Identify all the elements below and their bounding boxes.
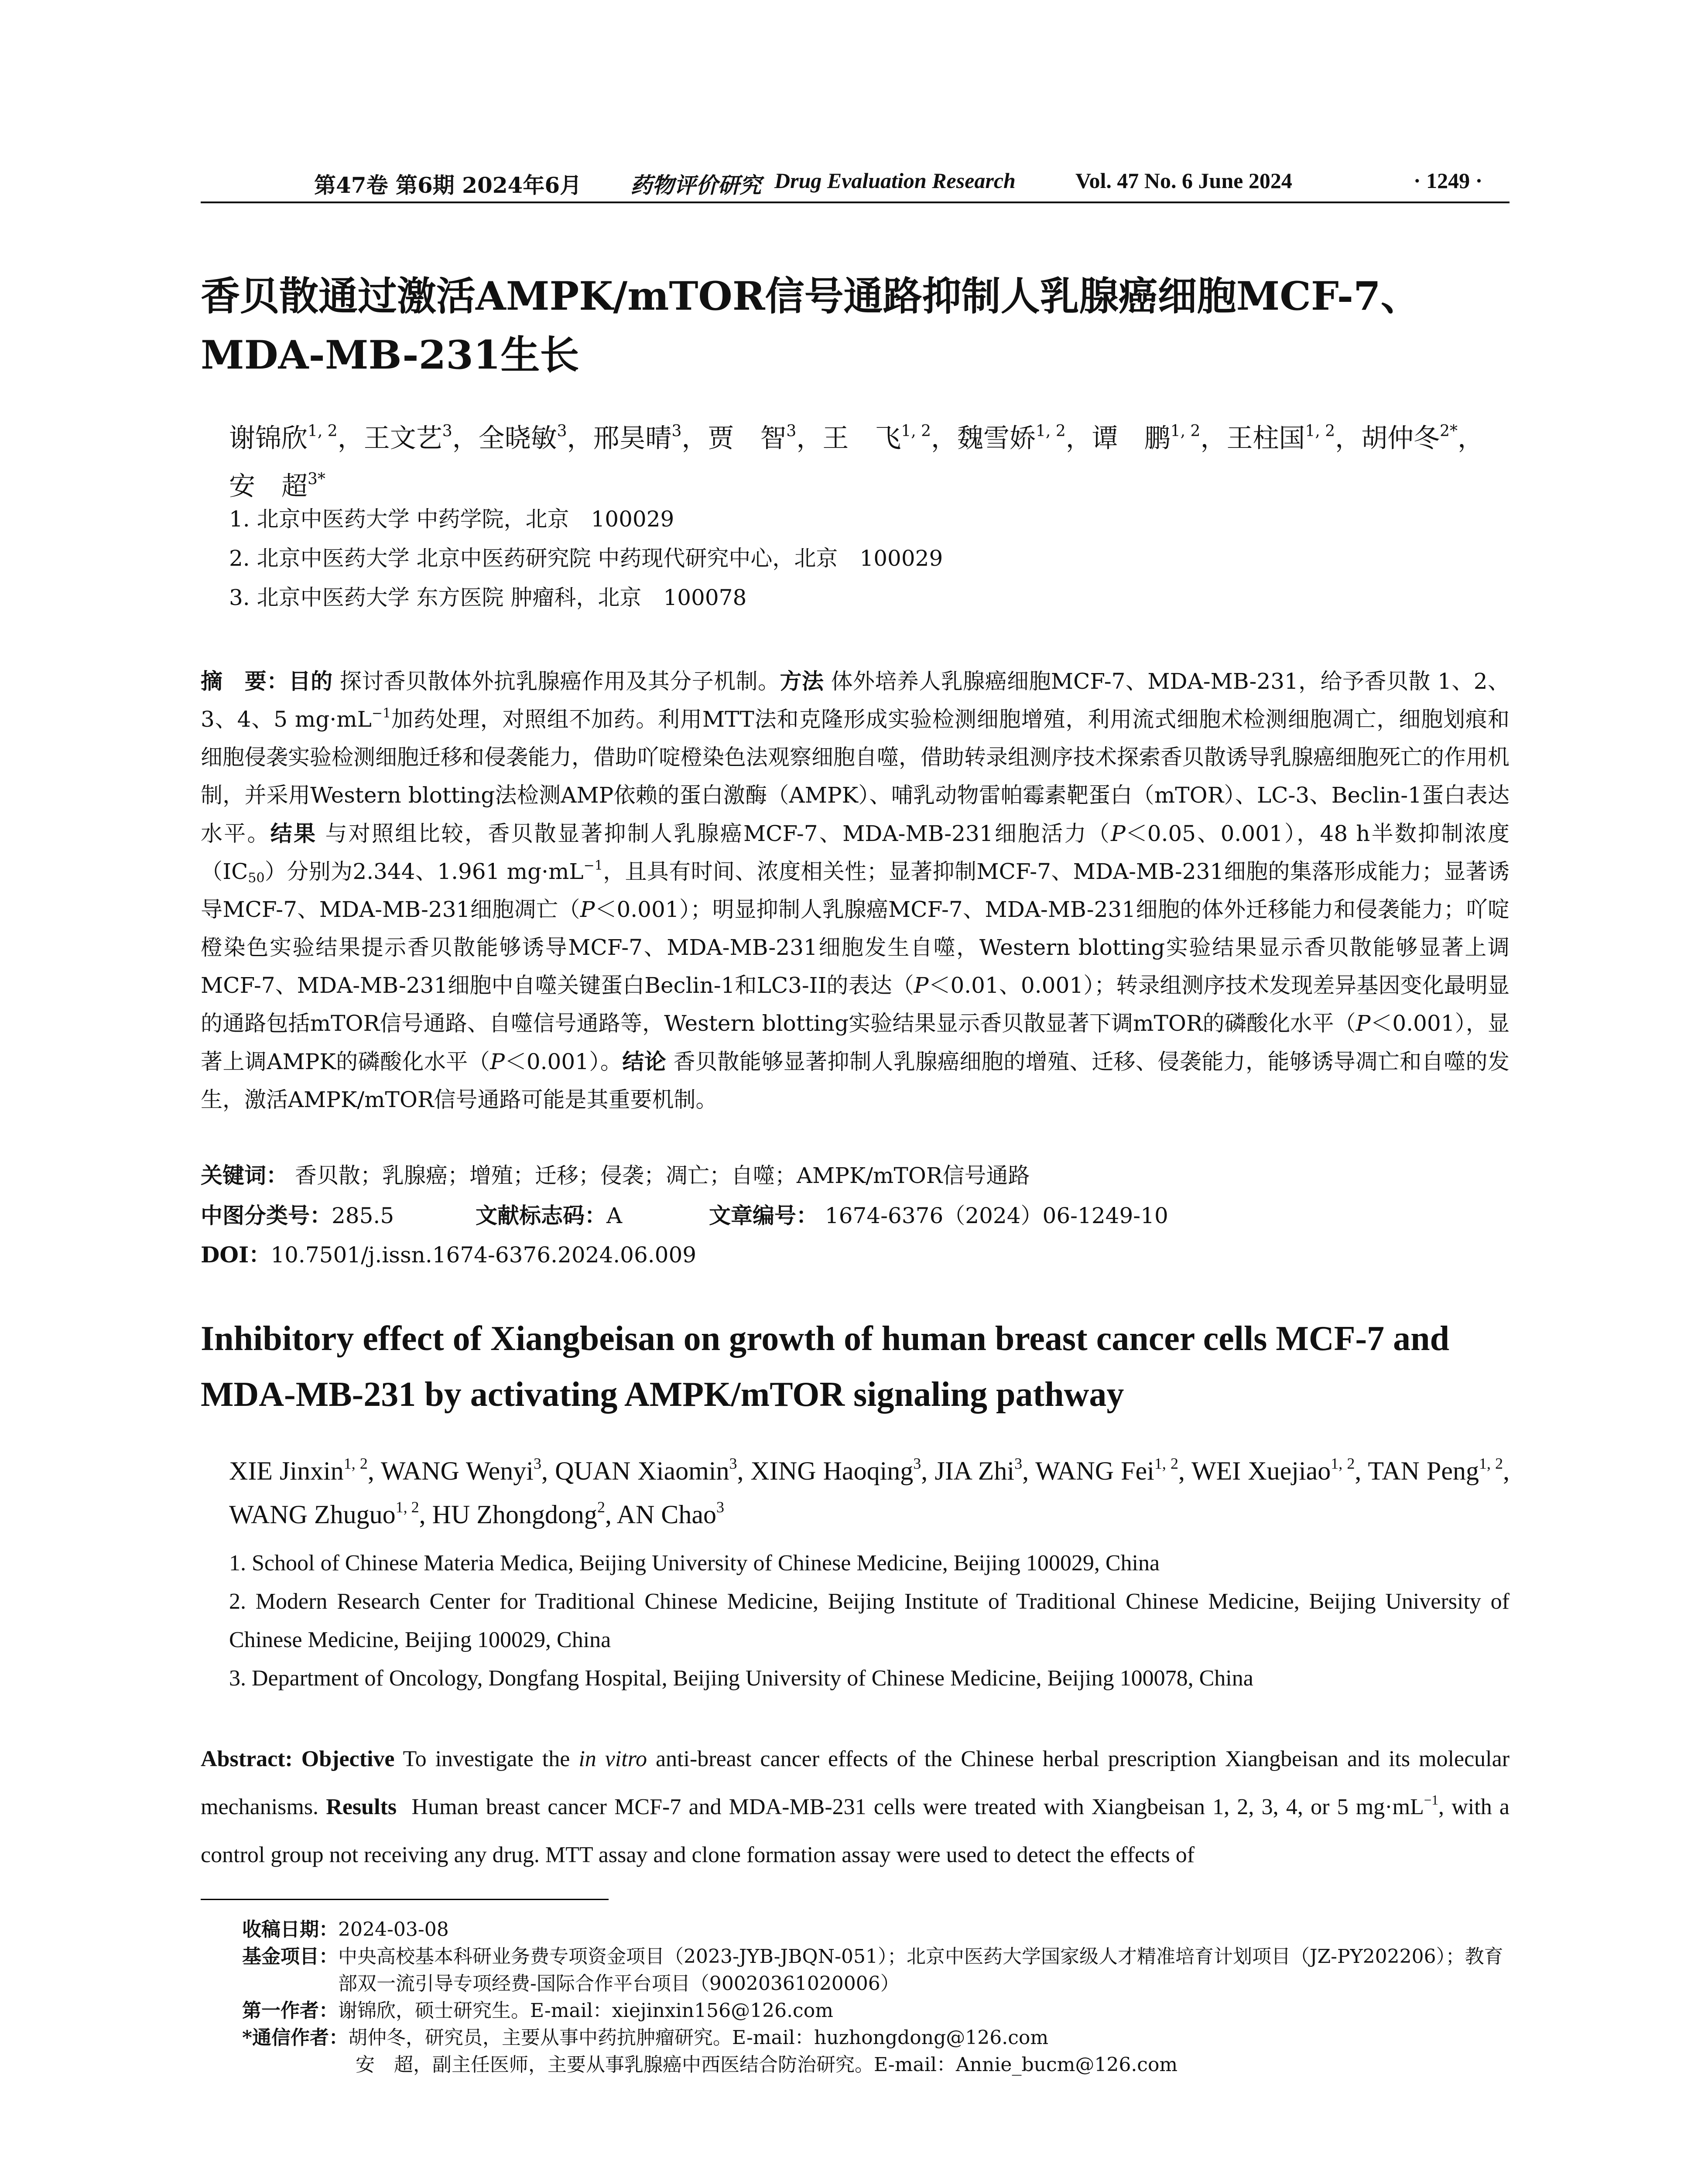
author-affiliation-mark: 3: [442, 422, 452, 440]
footnote-fund: [242, 1943, 1509, 1997]
p-symbol: P: [914, 973, 929, 998]
running-head: [201, 168, 1509, 198]
author-name: 全晓敏: [478, 423, 557, 454]
author-name: 谭 鹏: [1092, 423, 1171, 454]
abstract-en: [201, 1735, 1509, 1879]
results-text-7: ＜0.001），显著上调AMPK的磷酸化水平（: [201, 1011, 1510, 1074]
author-name: WANG Wenyi: [380, 1456, 534, 1485]
results-label: 结果: [270, 820, 317, 846]
author-list-en: XIE Jinxin$^{1, 2}$, WANG Wenyi$^3$, QUAN Xiaomin$^3$, XING Haoqing$^3$, JIA Zhi$^3$, WANG Fei$^{1, 2}$, WEI Xuejiao$^{1, 2}$, TAN Peng$^{1, 2}$, WANG Zhuguo$^{1, 2}$, HU Zhongdong$^2$, AN Chao$^3$: [229, 1454, 1510, 1529]
p-symbol: P: [1355, 1011, 1371, 1036]
corresponding-label: *通信作者：: [242, 2027, 349, 2049]
author-affiliation-mark: 1, 2: [308, 422, 338, 440]
received-date: 2024-03-08: [338, 1918, 449, 1941]
objective-en-text-2: anti-breast cancer effects of the Chinese herbal prescription Xiangbeisan and its molecular mechanisms.: [201, 1747, 1510, 1819]
author-name: WANG Zhuguo: [229, 1500, 396, 1529]
header-rule: [201, 202, 1509, 203]
conclusion-text: 香贝散能够显著抑制人乳腺癌细胞的增殖、迁移、侵袭能力，能够诱导凋亡和自噬的发生，激活AMPK/mTOR信号通路可能是其重要机制。: [201, 1049, 1509, 1112]
page-number: · 1249 ·: [1414, 168, 1483, 193]
keywords-label: 关键词：: [201, 1162, 288, 1188]
affiliation-en-3: 3. Department of Oncology, Dongfang Hospital, Beijing University of Chinese Medicine, Beijing 100078, China: [229, 1666, 1253, 1691]
objective-en-label: Objective: [301, 1747, 395, 1771]
results-text-5: ＜0.001）；明显抑制人乳腺癌MCF-7、MDA-MB-231细胞的体外迁移能力和侵袭能力；吖啶橙染色实验结果提示香贝散能够诱导MCF-7、MDA-MB-231细胞发生自噬，Western blotting实验结果显示香贝散能够显著上调MCF-7、MDA-MB-231细胞中自噬关键蛋白Beclin-1和LC3-II的表达（: [201, 897, 1510, 998]
received-label: 收稿日期：: [242, 1918, 338, 1941]
author-name: XING Haoqing: [750, 1456, 914, 1485]
author-affiliation-mark: 1, 2: [1305, 422, 1335, 440]
author-name: 谢锦欣: [229, 423, 308, 454]
footnote-first-author: [242, 1997, 1509, 2024]
affiliation-en-1: 1. School of Chinese Materia Medica, Beijing University of Chinese Medicine, Beijing 100029, China: [229, 1551, 1160, 1576]
author-affiliation-mark: 3*: [308, 470, 325, 488]
clc-label: 中图分类号：: [201, 1203, 332, 1228]
article-title-cn: 香贝散通过激活AMPK/mTOR信号通路抑制人乳腺癌细胞MCF-7、MDA-MB-231生长: [201, 273, 1420, 378]
keywords-text: 香贝散；乳腺癌；增殖；迁移；侵袭；凋亡；自噬；AMPK/mTOR信号通路: [294, 1163, 1030, 1188]
author-name: XIE Jinxin: [229, 1456, 344, 1485]
running-head-journal-en: Drug Evaluation Research: [774, 168, 1016, 193]
author-affiliation-mark: 1, 2: [1170, 422, 1201, 440]
classification-line: [201, 1203, 1509, 1229]
objective-label: 目的: [288, 668, 333, 694]
author-affiliation-mark: 3: [671, 422, 682, 440]
author-name: 王 飞: [822, 423, 901, 454]
author-name: 邢昊晴: [593, 423, 672, 454]
abstract-en-label: Abstract:: [201, 1747, 293, 1771]
article-title-en: Inhibitory effect of Xiangbeisan on growth of human breast cancer cells MCF-7 and MDA-MB-231 by activating AMPK/mTOR signaling pathway: [201, 1320, 1450, 1414]
affiliation-en-2: 2. Modern Research Center for Traditional Chinese Medicine, Beijing Institute of Traditional Chinese Medicine, Beijing University of Chinese Medicine, Beijing 100029, China: [229, 1589, 1509, 1652]
author-affiliation-mark: 1, 2: [1036, 422, 1066, 440]
methods-text-2: 加药处理，对照组不加药。利用MTT法和克隆形成实验检测细胞增殖，利用流式细胞术检测细胞凋亡，细胞划痕和细胞侵袭实验检测细胞迁移和侵袭能力，借助吖啶橙染色法观察细胞自噬，借助转录组测序技术探索香贝散诱导乳腺癌细胞死亡的作用机制，并采用Western blotting法检测AMP依赖的蛋白激酶（AMPK）、哺乳动物雷帕霉素靶蛋白（mTOR）、LC-3、Beclin-1蛋白表达水平。: [201, 707, 1509, 846]
p-symbol: P: [1111, 821, 1126, 846]
results-en-label: Results: [326, 1795, 397, 1819]
author-affiliation-mark: 3: [533, 1454, 541, 1472]
conclusion-label: 结论: [622, 1049, 667, 1074]
author-name: WANG Fei: [1035, 1456, 1154, 1485]
author-name: 安 超: [229, 471, 308, 502]
methods-unit-sup: −1: [371, 706, 391, 721]
objective-text: 探讨香贝散体外抗乳腺癌作用及其分子机制。: [339, 669, 780, 694]
author-affiliation-mark: 3: [716, 1498, 724, 1516]
author-affiliation-mark: 2: [597, 1498, 605, 1516]
results-text-3: ）分别为2.344、1.961 mg·mL: [264, 859, 584, 884]
objective-en-text-1: To investigate the: [403, 1747, 570, 1771]
objective-en-italic: in vitro: [578, 1747, 647, 1771]
affiliation-cn-1: 1. 北京中医药大学 中药学院，北京 100029: [229, 506, 674, 532]
doc-code: [476, 1203, 622, 1229]
doc-label: 文献标志码：: [476, 1203, 606, 1228]
author-affiliation-mark: 1, 2: [1479, 1454, 1503, 1472]
corresponding-text-1: 胡仲冬，研究员，主要从事中药抗肿瘤研究。E-mail：huzhongdong@126.com: [348, 2027, 1049, 2049]
author-affiliation-mark: 1, 2: [1154, 1454, 1178, 1472]
keywords-cn: [201, 1162, 1509, 1189]
author-name: 王柱国: [1226, 423, 1305, 454]
journal-logo: 药物评价研究: [630, 172, 761, 198]
author-affiliation-mark: 3: [729, 1454, 737, 1472]
doi-value[interactable]: 10.7501/j.issn.1674-6376.2024.06.009: [270, 1242, 697, 1268]
ic50-sub: 50: [248, 870, 265, 886]
results-unit-sup: −1: [583, 858, 603, 873]
methods-text-1: 体外培养人乳腺癌细胞MCF-7、MDA-MB-231，给予香贝散 1、2、3、4、5 mg·mL: [201, 669, 1510, 732]
affiliation-cn-3: 3. 北京中医药大学 东方医院 肿瘤科，北京 100078: [229, 585, 747, 610]
article-number: [709, 1203, 1168, 1229]
footnote-rule: [201, 1899, 609, 1900]
author-name: 贾 智: [708, 423, 787, 454]
doc-value: A: [606, 1203, 623, 1228]
results-en-text-2: , with a control group not receiving any drug. MTT assay and clone formation assay were used to detect the effects of: [201, 1795, 1509, 1867]
corresponding-text-2: 安 超，副主任医师，主要从事乳腺癌中西医结合防治研究。E-mail：Annie_bucm@126.com: [356, 2054, 1178, 2076]
doi-label: DOI：: [201, 1242, 271, 1268]
fund-label: 基金项目：: [242, 1945, 338, 1968]
author-name: WEI Xuejiao: [1191, 1456, 1331, 1485]
abstract-cn: [201, 662, 1509, 1119]
results-en-text-1: Human breast cancer MCF-7 and MDA-MB-231 cells were treated with Xiangbeisan 1, 2, 3, 4, or 5 mg·mL: [411, 1795, 1424, 1819]
author-name: TAN Peng: [1368, 1456, 1479, 1485]
footnote-corresponding: [242, 2024, 1509, 2051]
author-affiliation-mark: 1, 2: [901, 422, 931, 440]
affiliation-cn-2: 2. 北京中医药大学 北京中医药研究院 中药现代研究中心，北京 100029: [229, 546, 943, 571]
author-affiliation-mark: 1, 2: [1331, 1454, 1355, 1472]
first-author-label: 第一作者：: [242, 2000, 338, 2022]
first-author-text: 谢锦欣，硕士研究生。E-mail：xiejinxin156@126.com: [338, 2000, 833, 2022]
author-affiliation-mark: 3: [557, 422, 567, 440]
fund-text: 中央高校基本科研业务费专项资金项目（2023-JYB-JBQN-051）；北京中医药大学国家级人才精准培育计划项目（JZ-PY202206）；教育部双一流引导专项经费-国际合作平台项目（90020361020006）: [338, 1945, 1503, 1995]
author-affiliation-mark: 3: [1014, 1454, 1023, 1472]
footnotes: [242, 1916, 1509, 2078]
author-affiliation-mark: 1, 2: [395, 1498, 419, 1516]
article-label: 文章编号：: [709, 1203, 818, 1228]
clc-value: 285.5: [332, 1203, 394, 1228]
results-text-2: ＜0.05、0.001），48 h半数抑制浓度（IC: [201, 821, 1510, 884]
article-value: 1674-6376（2024）06-1249-10: [825, 1203, 1168, 1228]
results-text-8: ＜0.001）。: [504, 1049, 623, 1074]
methods-label: 方法: [780, 668, 824, 694]
results-text-4: ，且具有时间、浓度相关性；显著抑制MCF-7、MDA-MB-231细胞的集落形成能力；显著诱导MCF-7、MDA-MB-231细胞凋亡（: [201, 859, 1509, 922]
results-text-1: 与对照组比较，香贝散显著抑制人乳腺癌MCF-7、MDA-MB-231细胞活力（: [325, 821, 1111, 846]
author-affiliation-mark: 2*: [1440, 422, 1458, 440]
author-affiliation-mark: 3: [913, 1454, 921, 1472]
running-head-volume-en: Vol. 47 No. 6 June 2024: [1075, 168, 1292, 193]
footnote-received: [242, 1916, 1509, 1943]
p-symbol: P: [580, 897, 595, 922]
abstract-label: 摘 要：: [201, 668, 289, 694]
p-symbol: P: [490, 1049, 505, 1074]
author-name: 魏雪娇: [957, 423, 1036, 454]
author-name: QUAN Xiaomin: [555, 1456, 729, 1485]
author-list-cn: 谢锦欣$^{1, 2}$，王文艺$^3$，全晓敏$^3$，邢昊晴$^3$，贾 智$^3$，王 飞$^{1, 2}$，魏雪娇$^{1, 2}$，谭 鹏$^{1, 2}$，王柱国$^{1, 2}$，胡仲冬$^{2*}$，安 超$^{3*}$: [229, 422, 1484, 502]
doi-line: [201, 1242, 1509, 1268]
author-affiliation-mark: 3: [786, 422, 797, 440]
running-head-volume-cn: 第47卷 第6期 2024年6月: [314, 172, 582, 198]
author-name: HU Zhongdong: [432, 1500, 597, 1529]
author-name: 王文艺: [363, 423, 442, 454]
author-name: 胡仲冬: [1361, 423, 1440, 454]
results-en-sup: −1: [1424, 1792, 1439, 1808]
author-name: AN Chao: [616, 1500, 716, 1529]
author-affiliation-mark: 1, 2: [343, 1454, 368, 1472]
results-text-6: ＜0.01、0.001）；转录组测序技术发现差异基因变化最明显的通路包括mTOR信号通路、自噬信号通路等，Western blotting实验结果显示香贝散显著下调mTOR的磷酸化水平（: [201, 973, 1510, 1036]
author-name: JIA Zhi: [934, 1456, 1015, 1485]
